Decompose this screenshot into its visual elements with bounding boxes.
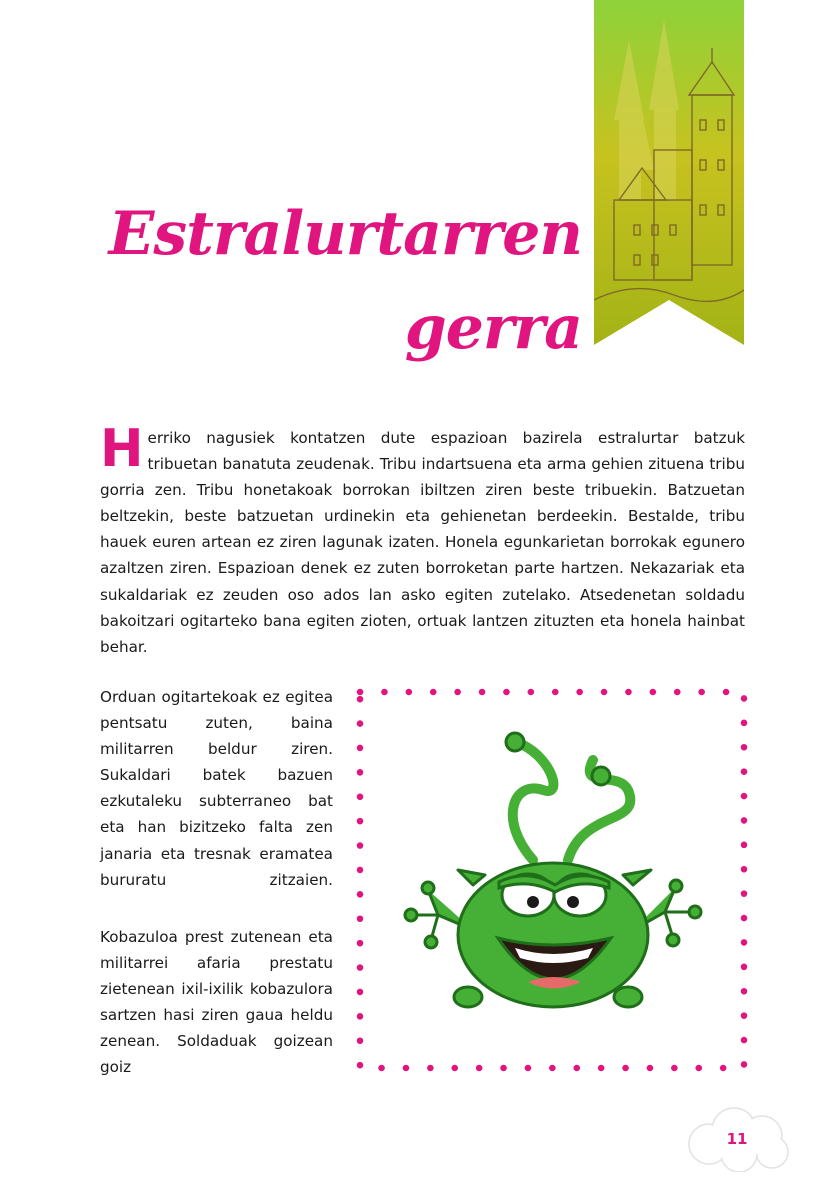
page-number: 11 bbox=[726, 1130, 748, 1148]
green-alien-monster-icon bbox=[403, 720, 703, 1020]
intro-paragraph bbox=[100, 419, 745, 660]
intro-text: erriko nagusiek kontatzen dute espazioan bazirela estralurtar batzuk tribuetan banatuta zeudenak. Tribu indartsuena eta arma gehien zituena tribu gorria zen. Tribu honetakoak borrokan ibiltzen ziren beste tribuekin. Batzuetan beltzekin, beste batzuetan urdinekin eta gehienetan berdeekin. Bestalde, tribu hauek euren artean ez ziren lagunak izaten. Honela egunkarietan borrokak egunero azaltzen ziren. Espazioan denek ez zuten borroketan parte hartzen. Nekazariak eta sukaldariak ez zeuden oso ados lan asko egiten zutelako. Atsedenetan soldadu bakoitzari ogitarteko bana egiten zioten, ortuak lantzen zituzten eta honela hainbat behar. bbox=[100, 429, 745, 656]
paragraph-2: Orduan ogitartekoak ez egitea pentsatu zuten, baina militarren beldur ziren. Sukaldari batek bazuen ezkutaleku subterraneo bat eta han bizitzeko falta zen janaria eta tresnak eramatea bururatu zitzaien. bbox=[100, 688, 333, 889]
drop-cap: H bbox=[100, 419, 144, 479]
castle-ribbon-icon bbox=[594, 0, 744, 345]
page-title-line1: Estralurtarren bbox=[108, 199, 582, 269]
paragraph-3: Kobazuloa prest zutenean eta militarrei afaria prestatu zietenean ixil-ixilik kobazulora sartzen hasi ziren gaua heldu zenean. Soldaduak goizean goiz bbox=[100, 928, 333, 1077]
page-title-line2: gerra bbox=[404, 293, 582, 363]
